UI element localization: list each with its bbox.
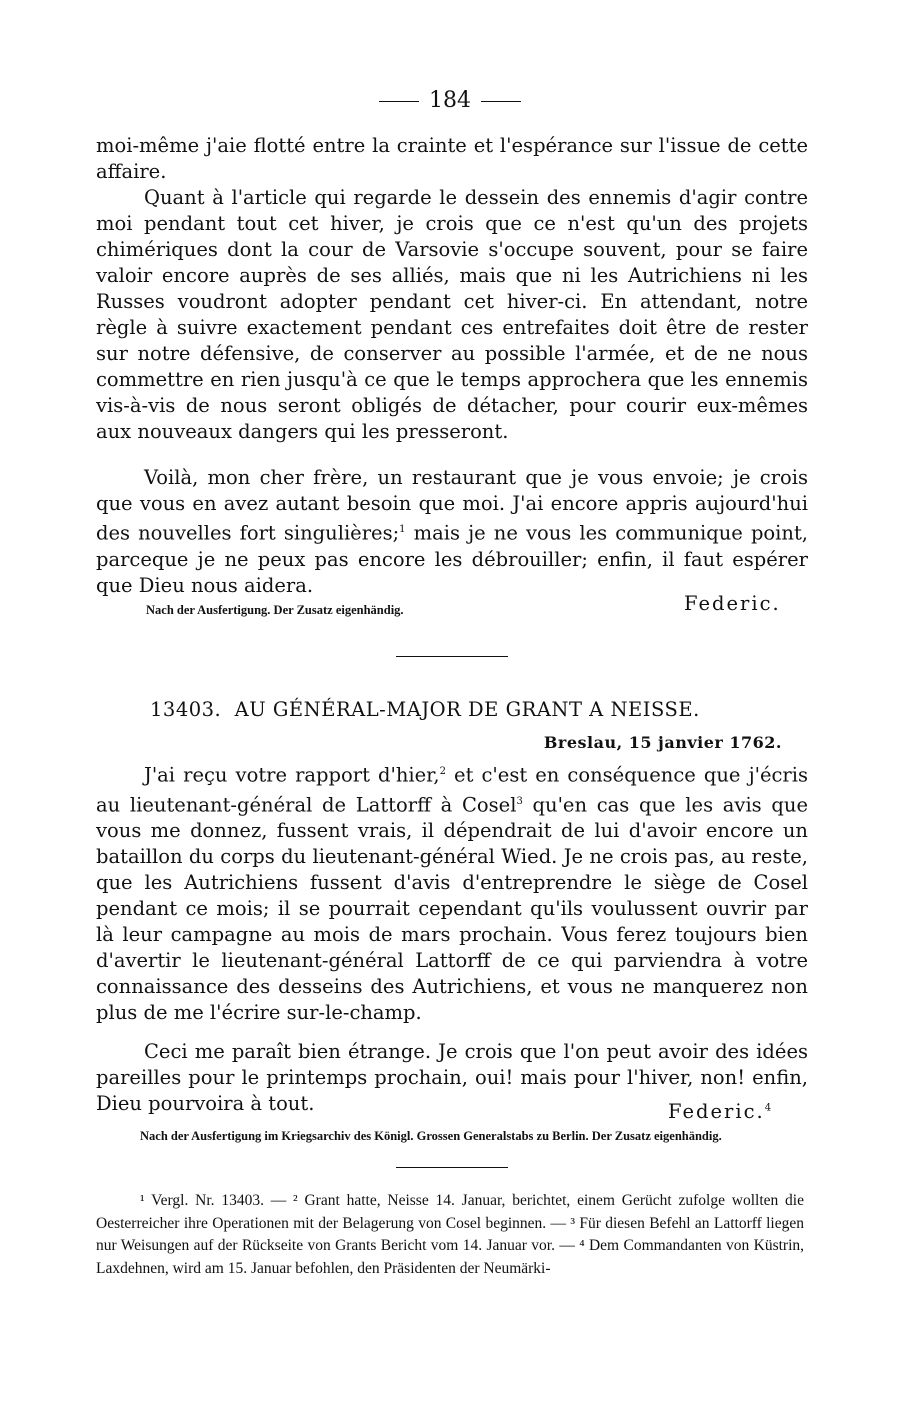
footnote-text: ¹ Vergl. Nr. 13403. — ² Grant hatte, Neisse 14. Januar, berichtet, einem Gerücht zufolge wollten die Oesterreicher ihre Operationen mit der Belagerung von Cosel beginnen. — ³ Für diesen Befehl an Lattorff liegen nur Weisungen auf der Rückseite von Grants Bericht vom 14. Januar vor. — ⁴ Dem Commandanten von Küstrin, Laxdehnen, wird am 15. Januar befohlen, den Präsidenten der Neumärki- (96, 1192, 804, 1277)
footnote-ref: 4 (764, 1102, 774, 1114)
paragraph: Quant à l'article qui regarde le dessein des ennemis d'agir contre moi pendant tout cet hiver, je crois que ce n'est qu'un des projets chimériques dont la cour de Varsovie s'occupe souvent, pour se faire valoir encore auprès de ses alliés, mais que ni les Autrichiens ni les Russes voudront adopter pendant cet hiver-ci. En attendant, notre règle à suivre exactement pendant ces entrefaites doit être de rester sur notre défensive, de conserver au possible l'armée, et de ne nous commettre en rien jusqu'à ce que le temps approchera que les ennemis vis-à-vis de nous seront obligés de détacher, pour courir eux-mêmes aux nouveaux dangers qui les presseront. (96, 186, 808, 443)
body-text-c: qu'en cas que les avis que vous me donnez, fussent vrais, il dépendrait de lui d'avoir encore un bataillon du corps du lieutenant-général Wied. Je ne crois pas, au reste, que les Autrichiens fussent d'avis d'entreprendre le siège de Cosel pendant ce mois; il se pourrait cependant qu'ils voulussent ouvrir par là leur campagne au mois de mars prochain. Vous ferez toujours bien d'avertir le lieutenant-général Lattorff de ce qui parviendra à votre connaissance des desseins des Autrichiens, et vous ne manquerez non plus de me l'écrire sur-le-champ. (96, 793, 808, 1024)
paragraph: moi-même j'aie flotté entre la crainte et l'espérance sur l'issue de cette affaire. (96, 134, 808, 183)
postscript-1 (96, 465, 808, 599)
letter-continuation (96, 133, 808, 445)
document-title: AU GÉNÉRAL-MAJOR DE GRANT A NEISSE. (234, 698, 700, 721)
signature (668, 1100, 773, 1123)
footnote-ref: 1 (399, 524, 406, 535)
dateline: Breslau, 15 janvier 1762. (543, 733, 782, 752)
header-rule-right (481, 101, 521, 102)
body-text-b: et c'est en conséquence que j'écris au lieutenant-général de Lattorff à Cosel (96, 763, 808, 816)
page-number: 184 (429, 88, 471, 113)
footnote-ref: 2 (439, 766, 446, 777)
body-paragraph (96, 759, 808, 1026)
signature: Federic. (684, 592, 781, 615)
postscript-text-b: mais je ne vous les communique point, parceque je ne peux pas encore les débrouiller; enfin, il faut espérer que Dieu nous aidera. (96, 521, 808, 597)
footnote-separator (396, 1167, 508, 1168)
page-header (0, 88, 900, 114)
header-rule-left (379, 101, 419, 102)
letter-body (96, 759, 808, 1026)
source-note: Nach der Ausfertigung. Der Zusatz eigenhändig. (146, 603, 404, 617)
postscript-paragraph: Ceci me paraît bien étrange. Je crois que l'on peut avoir des idées pareilles pour le printemps prochain, oui! mais pour l'hiver, non! enfin, Dieu pourvoira à tout. (96, 1040, 808, 1115)
footnote-ref: 3 (516, 795, 523, 807)
footnotes (96, 1190, 804, 1280)
separator-rule (396, 656, 508, 657)
document-heading (150, 698, 700, 721)
document-number: 13403. (150, 698, 222, 721)
postscript-text-a: Voilà, mon cher frère, un restaurant que je vous envoie; je crois que vous en avez autant besoin que moi. J'ai encore appris aujourd'hui des nouvelles fort singulières; (96, 466, 808, 545)
source-note: Nach der Ausfertigung im Kriegsarchiv des Königl. Grossen Generalstabs zu Berlin. Der Zusatz eigenhändig. (140, 1129, 722, 1143)
postscript-paragraph (96, 465, 808, 599)
signature-text: Federic. (668, 1100, 765, 1123)
body-text-a: J'ai reçu votre rapport d'hier, (144, 763, 440, 787)
